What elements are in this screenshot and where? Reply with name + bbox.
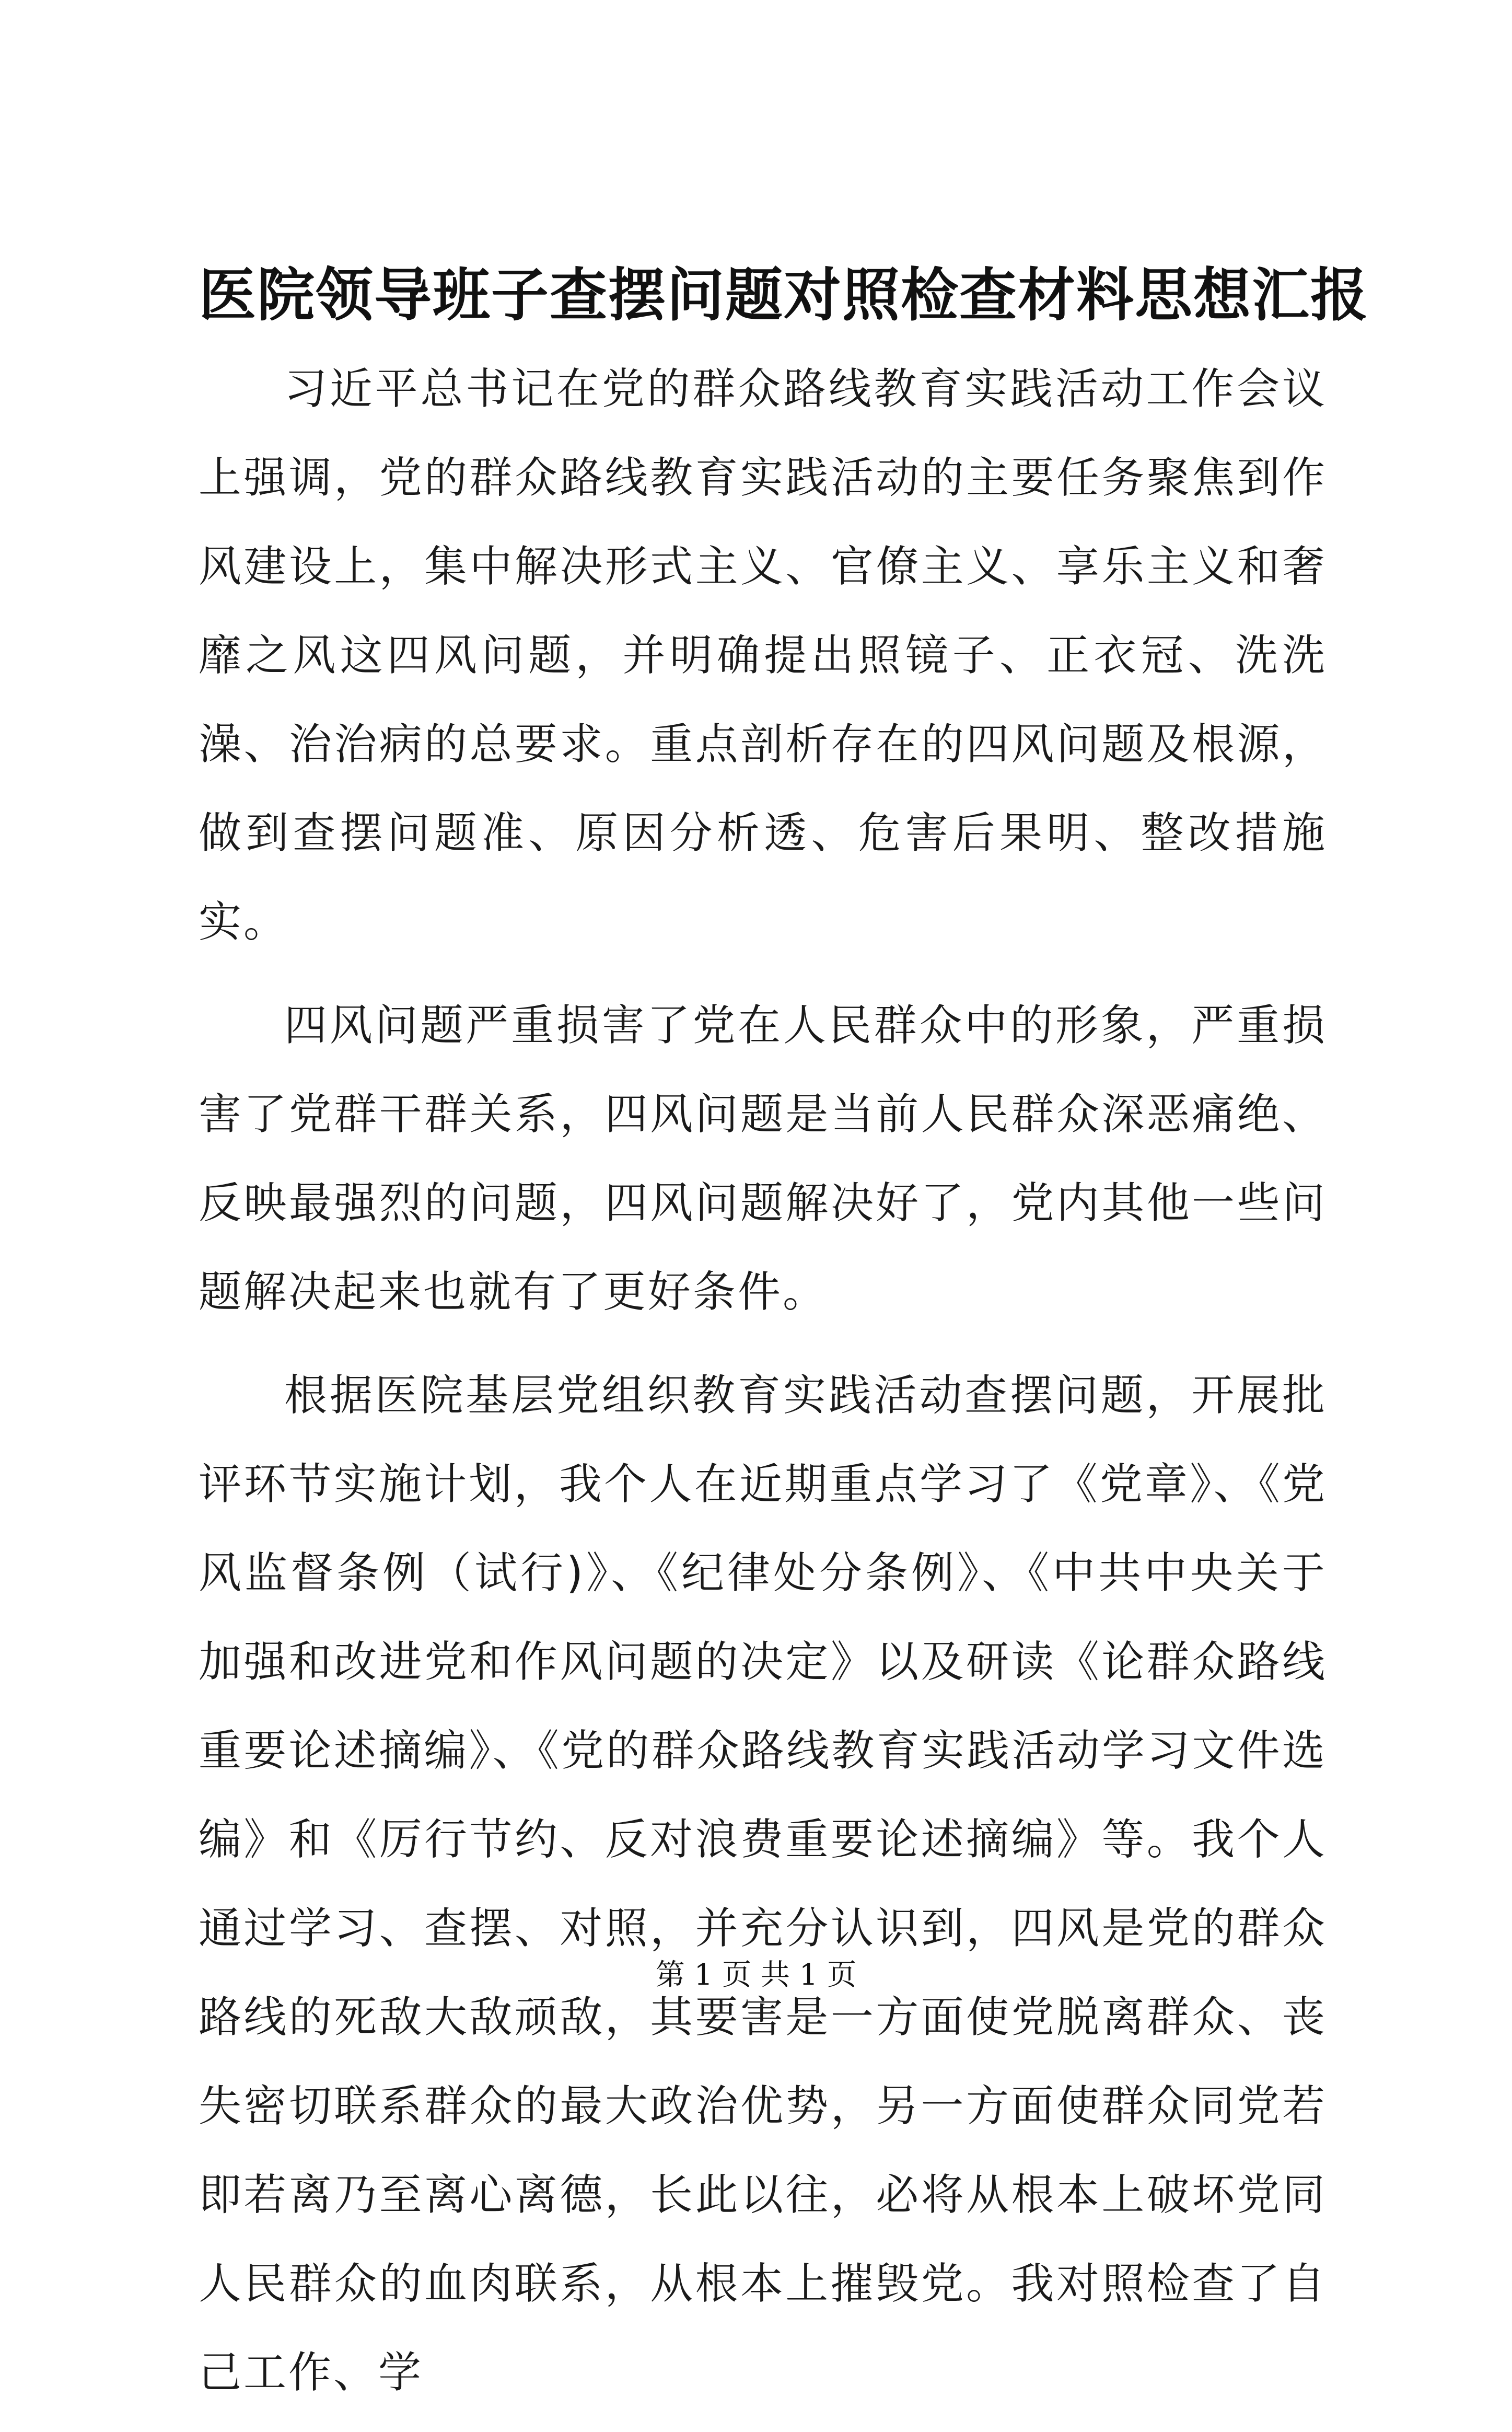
document-title: 医院领导班子查摆问题对照检查材料思想汇报 (199, 261, 1369, 329)
paragraph-1: 习近平总书记在党的群众路线教育实践活动工作会议上强调，党的群众路线教育实践活动的主要任务聚焦到作风建设上，集中解决形式主义、官僚主义、享乐主义和奢靡之风这四风问题，并明确提出照镜子、正衣冠、洗洗澡、治治病的总要求。重点剖析存在的四风问题及根源，做到查摆问题准、原因分析透、危害后果明、整改措施实。 (199, 364, 1327, 947)
page-footer: 第 1 页 共 1 页 (655, 1958, 857, 1992)
paragraph-3: 根据医院基层党组织教育实践活动查摆问题，开展批评环节实施计划，我个人在近期重点学习了《党章》、《党风监督条例（试行)》、《纪律处分条例》、《中共中央关于加强和改进党和作风问题的决定》以及研读《论群众路线重要论述摘编》、《党的群众路线教育实践活动学习文件选编》和《厉行节约、反对浪费重要论述摘编》等。我个人通过学习、查摆、对照，并充分认识到，四风是党的群众路线的死敌大敌顽敌，其要害是一方面使党脱离群众、丧失密切联系群众的最大政治优势，另一方面使群众同党若即若离乃至离心离德，长此以往，必将从根本上破坏党同人民群众的血肉联系，从根本上摧毁党。我对照检查了自己工作、学 (199, 1371, 1327, 2398)
document-body (199, 345, 1327, 2432)
paragraph-2: 四风问题严重损害了党在人民群众中的形象，严重损害了党群干群关系，四风问题是当前人民群众深恶痛绝、反映最强烈的问题，四风问题解决好了，党内其他一些问题解决起来也就有了更好条件。 (199, 1001, 1327, 1317)
